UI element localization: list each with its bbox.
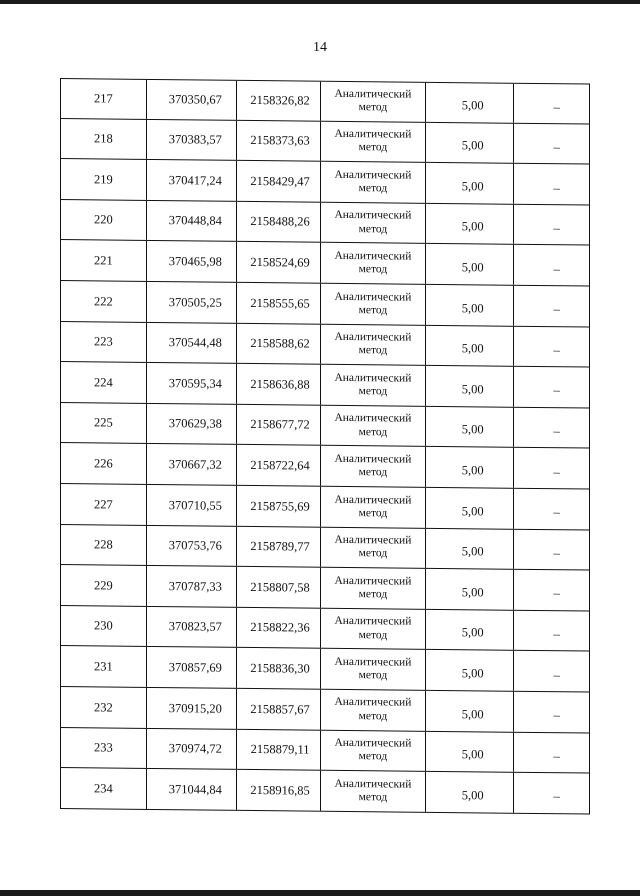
- method-cell-text: Аналитический метод: [334, 533, 412, 560]
- accuracy-cell-text: 5,00: [461, 422, 484, 437]
- y-coordinate-cell: [237, 608, 321, 648]
- table-row: [60, 78, 590, 124]
- accuracy-cell-text: 5,00: [461, 260, 484, 275]
- note-cell: [514, 489, 590, 529]
- note-cell-text: –: [553, 179, 560, 195]
- method-cell: [321, 324, 427, 365]
- x-coordinate-cell-text: 370753,76: [168, 538, 222, 553]
- x-coordinate-cell: [147, 241, 237, 282]
- table-row: [60, 240, 590, 286]
- point-number-cell-text: 227: [94, 496, 113, 512]
- y-coordinate-cell-text: 2158524,69: [250, 254, 310, 270]
- point-number-cell: [61, 565, 147, 605]
- point-number-cell-text: 234: [94, 781, 113, 796]
- note-cell-text: –: [553, 707, 560, 723]
- note-cell: [514, 651, 590, 691]
- table-row: [60, 119, 590, 165]
- y-coordinate-cell: [237, 202, 321, 242]
- table-row: [60, 443, 590, 489]
- point-number-cell-text: 217: [94, 91, 113, 106]
- method-cell: [321, 771, 427, 812]
- method-cell: [321, 82, 427, 122]
- method-cell: [321, 365, 427, 406]
- point-number-cell-text: 228: [94, 537, 113, 552]
- method-cell-text: Аналитический метод: [334, 290, 412, 317]
- x-coordinate-cell: [147, 120, 237, 161]
- note-cell: [514, 205, 590, 245]
- x-coordinate-cell: [147, 404, 237, 445]
- table-row: [60, 687, 590, 733]
- point-number-cell: [61, 403, 147, 443]
- method-cell-text: Аналитический метод: [334, 452, 412, 479]
- point-number-cell-text: 226: [94, 456, 113, 471]
- x-coordinate-cell-text: 370448,84: [168, 213, 222, 229]
- y-coordinate-cell-text: 2158588,62: [250, 336, 310, 351]
- point-number-cell-text: 225: [94, 415, 113, 430]
- page-number: 14: [313, 40, 327, 55]
- note-cell-text: –: [553, 545, 560, 561]
- table-row: [60, 525, 590, 571]
- point-number-cell-text: 223: [94, 334, 113, 349]
- accuracy-cell: [426, 528, 514, 569]
- accuracy-cell: [426, 650, 514, 691]
- note-cell: [514, 570, 590, 610]
- method-cell-text: Аналитический метод: [334, 615, 412, 641]
- y-coordinate-cell-text: 2158326,82: [250, 93, 310, 108]
- x-coordinate-cell-text: 370383,57: [168, 132, 222, 147]
- table-row: [60, 403, 590, 449]
- y-coordinate-cell: [237, 120, 321, 160]
- x-coordinate-cell-text: 370505,25: [168, 294, 222, 310]
- y-coordinate-cell: [237, 161, 321, 201]
- x-coordinate-cell: [147, 728, 237, 769]
- accuracy-cell: [426, 285, 514, 326]
- accuracy-cell-text: 5,00: [461, 179, 484, 194]
- accuracy-cell-text: 5,00: [461, 625, 484, 640]
- x-coordinate-cell-text: 370915,20: [168, 700, 222, 716]
- point-number-cell: [61, 281, 147, 321]
- y-coordinate-cell: [237, 405, 321, 445]
- x-coordinate-cell: [147, 444, 237, 485]
- x-coordinate-cell-text: 370417,24: [168, 172, 222, 188]
- method-cell-text: Аналитический метод: [334, 249, 412, 276]
- x-coordinate-cell-text: 370465,98: [168, 254, 222, 269]
- y-coordinate-cell: [237, 689, 321, 729]
- y-coordinate-cell: [237, 283, 321, 323]
- x-coordinate-cell: [147, 607, 237, 648]
- method-cell: [321, 203, 427, 244]
- y-coordinate-cell-text: 2158373,63: [250, 133, 310, 148]
- x-coordinate-cell: [147, 363, 237, 404]
- point-number-cell: [61, 687, 147, 727]
- y-coordinate-cell: [237, 770, 321, 810]
- x-coordinate-cell-text: 370350,67: [168, 92, 222, 107]
- point-number-cell-text: 222: [94, 293, 113, 309]
- point-number-cell: [61, 159, 147, 199]
- point-number-cell-text: 219: [94, 172, 113, 187]
- accuracy-cell: [426, 163, 514, 204]
- table-row: [60, 606, 590, 652]
- note-cell-text: –: [553, 788, 560, 804]
- table-row: [60, 322, 590, 368]
- point-number-cell-text: 221: [94, 253, 113, 268]
- table-row: [60, 768, 590, 814]
- y-coordinate-cell-text: 2158822,36: [250, 620, 310, 635]
- y-coordinate-cell: [237, 323, 321, 363]
- method-cell-text: Аналитический метод: [334, 331, 412, 357]
- table-row: [60, 159, 590, 205]
- note-cell: [514, 367, 590, 407]
- method-cell-text: Аналитический метод: [334, 128, 412, 154]
- method-cell: [321, 730, 427, 771]
- accuracy-cell: [426, 244, 514, 285]
- note-cell-text: –: [553, 220, 560, 236]
- point-number-cell: [61, 240, 147, 280]
- y-coordinate-cell: [237, 242, 321, 282]
- accuracy-cell: [426, 83, 514, 123]
- y-coordinate-cell: [237, 364, 321, 404]
- table-row: [60, 362, 590, 408]
- accuracy-cell: [426, 772, 514, 813]
- note-cell-text: –: [553, 423, 560, 439]
- point-number-cell-text: 229: [94, 578, 113, 593]
- point-number-cell: [61, 768, 147, 808]
- method-cell-text: Аналитический метод: [334, 736, 412, 763]
- note-cell: [514, 326, 590, 366]
- point-number-cell: [61, 362, 147, 402]
- x-coordinate-cell: [147, 485, 237, 526]
- accuracy-cell: [426, 122, 514, 163]
- accuracy-cell-text: 5,00: [461, 706, 484, 721]
- x-coordinate-cell: [147, 282, 237, 323]
- x-coordinate-cell-text: 370974,72: [168, 741, 222, 756]
- accuracy-cell-text: 5,00: [461, 381, 484, 397]
- table-row: [60, 646, 590, 692]
- method-cell: [321, 608, 427, 649]
- note-cell: [514, 448, 590, 488]
- x-coordinate-cell-text: 370544,48: [168, 335, 222, 350]
- method-cell-text: Аналитический метод: [334, 412, 412, 438]
- y-coordinate-cell-text: 2158836,30: [250, 660, 310, 676]
- method-cell-text: Аналитический метод: [334, 209, 412, 236]
- y-coordinate-cell: [237, 729, 321, 769]
- note-cell: [514, 164, 590, 204]
- point-number-cell-text: 218: [94, 131, 113, 146]
- x-coordinate-cell-text: 370629,38: [168, 416, 222, 432]
- table-row: [60, 565, 590, 611]
- note-cell-text: –: [553, 382, 560, 398]
- point-number-cell: [61, 322, 147, 362]
- x-coordinate-cell: [147, 769, 237, 810]
- point-number-cell-text: 232: [94, 699, 113, 715]
- accuracy-cell: [426, 325, 514, 366]
- y-coordinate-cell-text: 2158555,65: [250, 295, 310, 311]
- y-coordinate-cell-text: 2158789,77: [250, 539, 310, 554]
- point-number-cell-text: 224: [94, 375, 113, 390]
- method-cell-text: Аналитический метод: [334, 655, 412, 682]
- accuracy-cell-text: 5,00: [461, 138, 484, 153]
- y-coordinate-cell: [237, 81, 321, 120]
- accuracy-cell: [426, 366, 514, 407]
- note-cell-text: –: [553, 139, 560, 155]
- x-coordinate-cell: [147, 525, 237, 566]
- point-number-cell: [61, 484, 147, 524]
- accuracy-cell: [426, 610, 514, 651]
- x-coordinate-cell-text: 370787,33: [168, 578, 222, 594]
- x-coordinate-cell: [147, 322, 237, 363]
- x-coordinate-cell-text: 370857,69: [168, 660, 222, 675]
- method-cell-text: Аналитический метод: [334, 696, 412, 723]
- note-cell: [514, 84, 590, 123]
- x-coordinate-cell: [147, 160, 237, 201]
- y-coordinate-cell: [237, 648, 321, 688]
- note-cell-text: –: [553, 301, 560, 317]
- y-coordinate-cell-text: 2158879,11: [250, 742, 310, 757]
- x-coordinate-cell: [147, 566, 237, 607]
- method-cell: [321, 405, 427, 446]
- note-cell: [514, 245, 590, 285]
- y-coordinate-cell-text: 2158677,72: [250, 417, 310, 432]
- note-cell-text: –: [553, 585, 560, 601]
- point-number-cell: [61, 79, 147, 118]
- note-cell-text: –: [553, 260, 560, 276]
- note-cell: [514, 692, 590, 732]
- accuracy-cell: [426, 204, 514, 245]
- method-cell: [321, 446, 427, 487]
- point-number-cell: [61, 728, 147, 768]
- note-cell: [514, 123, 590, 163]
- table-row: [60, 200, 590, 246]
- accuracy-cell-text: 5,00: [461, 300, 484, 316]
- y-coordinate-cell-text: 2158488,26: [250, 214, 310, 230]
- accuracy-cell-text: 5,00: [461, 503, 484, 518]
- x-coordinate-cell-text: 370667,32: [168, 457, 222, 472]
- note-cell-text: –: [553, 463, 560, 479]
- accuracy-cell: [426, 731, 514, 772]
- note-cell-text: –: [553, 626, 560, 642]
- accuracy-cell-text: 5,00: [461, 463, 484, 478]
- note-cell: [514, 610, 590, 650]
- x-coordinate-cell: [147, 80, 237, 120]
- accuracy-cell: [426, 691, 514, 732]
- y-coordinate-cell: [237, 567, 321, 607]
- method-cell: [321, 243, 427, 284]
- y-coordinate-cell-text: 2158429,47: [250, 173, 310, 189]
- note-cell: [514, 732, 590, 772]
- method-cell: [321, 284, 427, 325]
- accuracy-cell-text: 5,00: [461, 787, 484, 803]
- y-coordinate-cell-text: 2158636,88: [250, 376, 310, 392]
- y-coordinate-cell: [237, 526, 321, 566]
- accuracy-cell-text: 5,00: [461, 747, 484, 762]
- note-cell: [514, 773, 590, 813]
- note-cell-text: –: [553, 666, 560, 682]
- method-cell-text: Аналитический метод: [334, 574, 412, 601]
- method-cell: [321, 690, 427, 731]
- point-number-cell: [61, 606, 147, 646]
- accuracy-cell-text: 5,00: [461, 584, 484, 600]
- x-coordinate-cell-text: 370595,34: [168, 375, 222, 391]
- x-coordinate-cell-text: 371044,84: [168, 781, 222, 797]
- method-cell-text: Аналитический метод: [334, 371, 412, 398]
- point-number-cell-text: 220: [94, 212, 113, 227]
- y-coordinate-cell-text: 2158807,58: [250, 579, 310, 595]
- coordinates-table: [60, 78, 590, 814]
- accuracy-cell: [426, 488, 514, 529]
- note-cell-text: –: [553, 747, 560, 764]
- method-cell-text: Аналитический метод: [334, 777, 412, 804]
- y-coordinate-cell-text: 2158857,67: [250, 701, 310, 717]
- x-coordinate-cell: [147, 688, 237, 729]
- method-cell-text: Аналитический метод: [334, 168, 412, 195]
- accuracy-cell-text: 5,00: [461, 98, 484, 113]
- accuracy-cell: [426, 447, 514, 488]
- note-cell-text: –: [553, 504, 560, 520]
- note-cell: [514, 286, 590, 326]
- point-number-cell: [61, 646, 147, 686]
- method-cell-text: Аналитический метод: [334, 87, 412, 114]
- y-coordinate-cell-text: 2158722,64: [250, 457, 310, 473]
- method-cell-text: Аналитический метод: [334, 493, 412, 520]
- x-coordinate-cell-text: 370823,57: [168, 619, 222, 635]
- point-number-cell-text: 230: [94, 618, 113, 633]
- y-coordinate-cell: [237, 486, 321, 526]
- accuracy-cell: [426, 569, 514, 610]
- accuracy-cell-text: 5,00: [461, 219, 484, 234]
- note-cell-text: –: [553, 98, 560, 115]
- point-number-cell-text: 233: [94, 740, 113, 755]
- accuracy-cell-text: 5,00: [461, 341, 484, 356]
- note-cell: [514, 529, 590, 569]
- accuracy-cell: [426, 407, 514, 448]
- accuracy-cell-text: 5,00: [461, 544, 484, 559]
- point-number-cell: [61, 200, 147, 240]
- note-cell-text: –: [553, 342, 560, 358]
- method-cell: [321, 162, 427, 203]
- y-coordinate-cell-text: 2158755,69: [250, 498, 310, 514]
- x-coordinate-cell: [147, 201, 237, 242]
- method-cell: [321, 121, 427, 162]
- method-cell: [321, 649, 427, 690]
- note-cell: [514, 408, 590, 448]
- x-coordinate-cell-text: 370710,55: [168, 497, 222, 513]
- table-row: [60, 281, 590, 327]
- method-cell: [321, 487, 427, 528]
- table-row: [60, 484, 590, 530]
- point-number-cell: [61, 525, 147, 565]
- scan-edge-top: [0, 0, 640, 4]
- accuracy-cell-text: 5,00: [461, 666, 484, 681]
- table-row: [60, 728, 590, 774]
- point-number-cell-text: 231: [94, 659, 113, 674]
- point-number-cell: [61, 119, 147, 159]
- y-coordinate-cell: [237, 445, 321, 485]
- method-cell: [321, 527, 427, 568]
- x-coordinate-cell: [147, 647, 237, 688]
- scan-edge-bottom: [0, 890, 640, 896]
- point-number-cell: [61, 443, 147, 483]
- y-coordinate-cell-text: 2158916,85: [250, 782, 310, 798]
- method-cell: [321, 568, 427, 609]
